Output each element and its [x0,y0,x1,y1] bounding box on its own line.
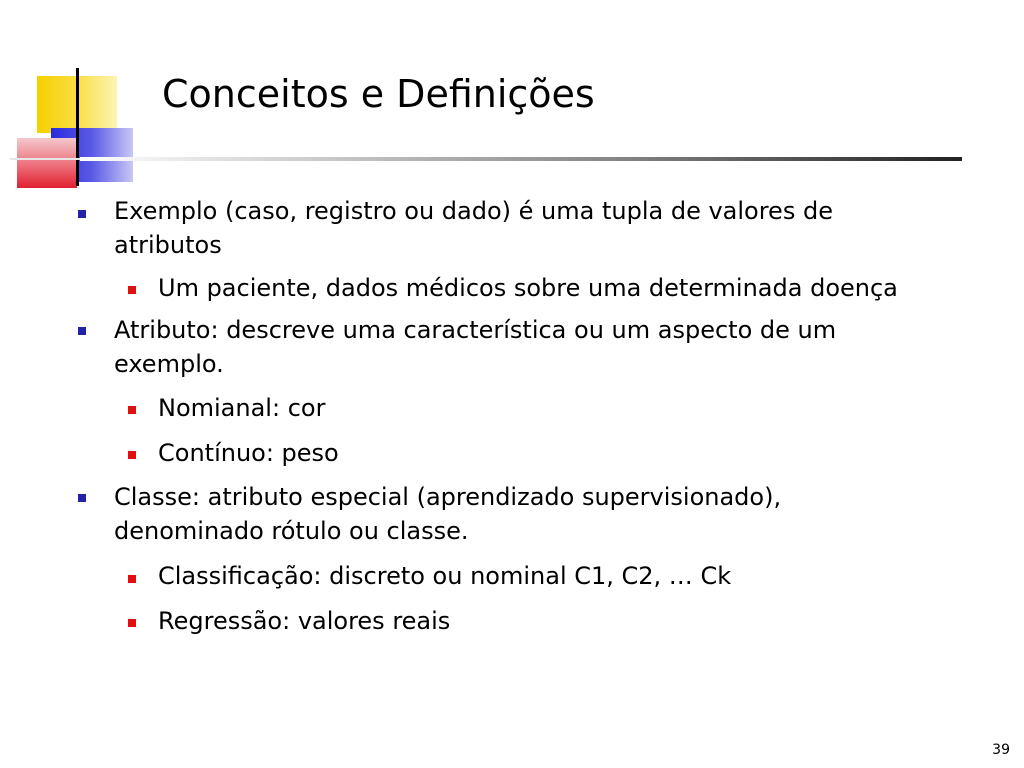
bullet-item: Atributo: descreve uma característica ou um aspecto de um exemplo. [114,316,837,378]
sub-bullet-item: Classificação: discreto ou nominal C1, C2, … Ck [158,562,732,590]
bullet-marker-icon [78,494,86,502]
sub-bullet-marker-icon [128,286,136,294]
bullet-marker-icon [78,210,86,218]
logo-vertical-line [76,68,79,186]
sub-bullet-marker-icon [128,619,136,627]
sub-bullet-item: Contínuo: peso [158,439,339,467]
page-number: 39 [992,742,1010,758]
sub-bullet-item: Nomianal: cor [158,394,326,422]
title-underline [80,157,962,161]
sub-bullet-marker-icon [128,451,136,459]
logo-red-square [17,138,77,188]
sub-bullet-item: Regressão: valores reais [158,607,451,635]
bullet-marker-icon [78,327,86,335]
slide-title: Conceitos e Definições [162,72,595,116]
bullet-item: Classe: atributo especial (aprendizado supervisionado), denominado rótulo ou classe. [114,483,782,545]
sub-bullet-marker-icon [128,575,136,583]
sub-bullet-marker-icon [128,406,136,414]
bullet-item: Exemplo (caso, registro ou dado) é uma tupla de valores de atributos [114,197,833,259]
slide-logo-decoration [0,0,140,195]
sub-bullet-item: Um paciente, dados médicos sobre uma determinada doença [158,274,898,302]
